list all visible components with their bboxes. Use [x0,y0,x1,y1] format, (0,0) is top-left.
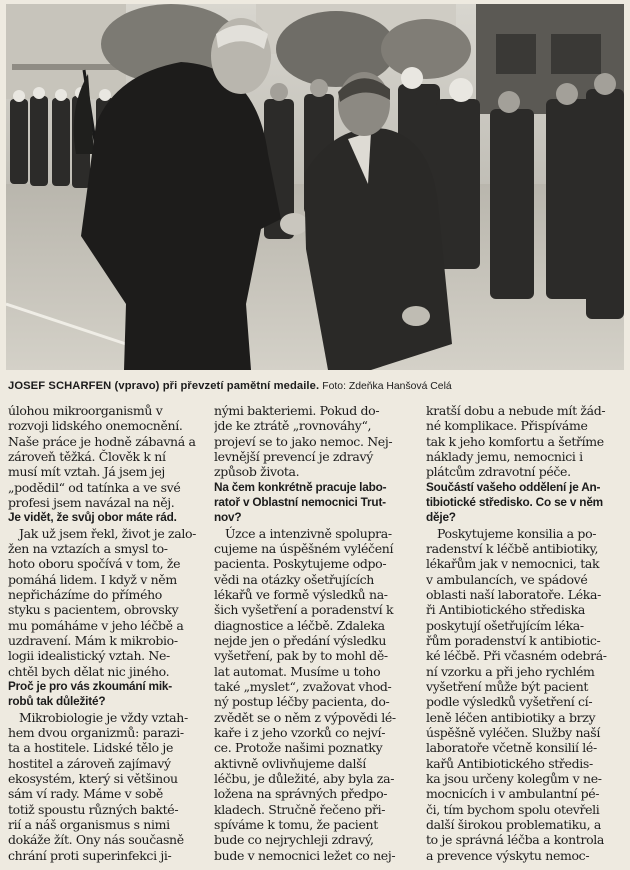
article-text-line: způsob života. [214,464,300,480]
article-text-line: projeví se to jako nemoc. Nej- [214,433,393,449]
interview-question-line: Na čem konkrétně pracuje labo- [214,479,387,494]
article-text-line: to je správná léčba a kontrola [426,832,605,848]
article-text-line: musí mít vztah. Já jsem jej [8,464,165,480]
article-text-line: chtěl bych dělat nic jiného. [8,663,170,679]
caption-text: JOSEF SCHARFEN (vpravo) při převzetí pamětní medaile. [8,380,320,392]
interview-question-line: robů tak důležité? [8,694,106,709]
article-text-line: náklady jemu, nemocnici i [426,448,583,464]
article-text-line: úlohou mikroorganismů v [8,403,163,418]
article-text-line: dokáže žít. Ony nás současně [8,832,184,848]
article-text-line: mu pomáháme v jeho léčbě a [8,617,184,633]
article-text-line: mocnicích i v ambulantní pé- [426,786,600,802]
interview-question-line: nov? [214,510,242,525]
article-text-line: pomáhá lidem. I když v něm [8,571,177,587]
article-text-line: lékařů ve formě výsledků na- [214,586,388,602]
article-text-line: chrání proti superinfekci ji- [8,847,172,863]
article-text-line: kařů Antibiotického středis- [426,755,593,771]
article-text-line: kladech. Stručně řečeno při- [214,801,386,817]
article-text-line: rií a náš organismus s nimi [8,816,170,832]
article-text-line: ké léčbě. Při včasném odebrá- [426,648,607,664]
article-text-line: ný postup léčby pacienta, do- [214,694,390,710]
article-text-line: v ambulancích, ve spádové [426,571,588,587]
interview-question-line: Součástí vašeho oddělení je An- [426,479,601,494]
article-text-line: úspěšně vyléčen. Služby naší [426,724,600,740]
article-text-line: ložena na správných předpo- [214,786,388,802]
photo-credit: Foto: Zdeňka Hanšová Celá [322,381,452,392]
article-text-line: jde ke ztrátě „rovnováhy“, [214,418,372,434]
article-text-line: oblasti naší laboratoře. Léka- [426,586,601,602]
article-text-line: nými bakteriemi. Pokud do- [214,403,380,418]
article-text-line: radenství k léčbě antibiotiky, [426,540,599,556]
article-text-line: levnější prevencí je zdravý [214,448,373,464]
article-text-line: spíváme k tomu, že pacient [214,816,378,832]
article-text-line: diagnostice a léčbě. Zdaleka [214,617,385,633]
article-text-line: vyšetření může být pacient [426,678,589,694]
article-text-line: další širokou problematiku, a [426,816,601,832]
article-text-line: ní vzorku a při jeho rychlém [426,663,595,679]
article-text-line: Naše práce je hodně zábavná a [8,433,196,449]
article-text-line: řům poradenství k antibiotic- [426,632,601,648]
article-text-line: nepřicházíme do přímého [8,586,162,602]
interview-question-line: ratoř v Oblastní nemocnici Trut- [214,494,386,509]
article-text-line: hoto oboru spočívá v tom, že [8,556,181,572]
article-text-line: žen na vztazích a smysl to- [8,540,168,556]
article-text-line: lat automat. Musíme u toho [214,663,381,679]
article-text-line: Jak už jsem řekl, život je zalo- [19,525,197,541]
article-text-line: sám ví rady. Máme v sobě [8,786,163,802]
article-text-line: také „myslet“, zvažovat vhod- [214,678,392,694]
article-text-line: ři Antibiotického střediska [426,602,585,618]
article-text-line: logii idealistický vztah. Ne- [8,648,170,664]
article-text-line: aktivně ovlivňujeme další [214,755,366,771]
interview-question-line: Proč je pro vás zkoumání mik- [8,678,172,693]
article-text-line: leně léčen antibiotiky a brzy [426,709,596,725]
article-text-line: né komplikace. Přispíváme [426,418,588,434]
article-text-line: lékařům jak v nemocnici, tak [426,556,600,572]
article-text-line: „podědil“ od tatínka a ve své [8,479,181,495]
article-text-line: totiž spoustu různých bakté- [8,801,179,817]
article-text-line: plátcům zdravotní péče. [426,464,571,480]
article-text-line: vědi na otázky ošetřujících [214,571,374,587]
article-text-line: laboratoře včetně konsilií lé- [426,740,597,756]
interview-question-line: děje? [426,510,456,525]
article-text-line: hostitel a zároveň zajímavý [8,755,171,771]
article-text-line: nejde jen o předání výsledku [214,632,387,648]
article-column-1 [8,403,208,863]
article-text-line: ekosystém, který si většinou [8,770,178,786]
article-text-line: pacienta. Poskytujeme odpo- [214,556,387,572]
article-text-line: vyšetření, pak by to mohl dě- [214,648,388,664]
article-text-line: kratší dobu a nebude mít žád- [426,403,606,418]
article-text-line: poskytují ošetřujícím léka- [426,617,584,633]
article-text-line: cujeme na úspěšném vyléčení [214,540,394,556]
photo-caption [8,380,622,392]
interview-question-line: tibiotické středisko. Co se v něm [426,494,603,509]
article-text-line: Poskytujeme konsilia a po- [437,525,597,541]
article-text-line: Úzce a intenzivně spolupra- [225,525,392,541]
article-text-line: ta a hostitele. Lidské tělo je [8,740,174,756]
article-text-line: styku s pacientem, obrovsky [8,602,179,618]
article-column-3 [426,403,626,863]
article-text-line: kaře i z jeho vzorků co nejví- [214,724,386,740]
article-text-line: ka jsou určeny kolegům v ne- [426,770,602,786]
news-photo [6,4,624,370]
article-text-line: hem dvou organizmů: parazi- [8,724,184,740]
article-text-line: bude co nejrychleji zdravý, [214,832,374,848]
article-text-line: ce. Protože našimi poznatky [214,740,383,756]
article-text-line: profesi jsem navázal na něj. [8,494,175,510]
article-text-line: uzdravení. Mám k mikrobio- [8,632,178,648]
article-text-line: zvědět se o něm z výpovědi lé- [214,709,396,725]
article-text-line: tak k jeho komfortu a šetříme [426,433,604,449]
article-text-line: Mikrobiologie je vždy vztah- [19,709,188,725]
article-text-line: zároveň těžká. Člověk k ní [8,448,166,464]
article-text-line: léčbu, je důležité, aby byla za- [214,770,395,786]
article-text-line: šich vyšetření a poradenství k [214,602,394,618]
article-text-line: rozvoji lidského onemocnění. [8,418,183,434]
article-text-line: podle výsledků vyšetření cí- [426,694,593,710]
interview-question-line: Je vidět, že svůj obor máte rád. [8,510,177,525]
article-text-line: a prevence výskytu nemoc- [426,847,590,863]
article-column-2 [214,403,414,863]
article-text-line: či, tím bychom spolu otevřeli [426,801,600,817]
article-text-line: bude v nemocnici ležet co nej- [214,847,396,863]
